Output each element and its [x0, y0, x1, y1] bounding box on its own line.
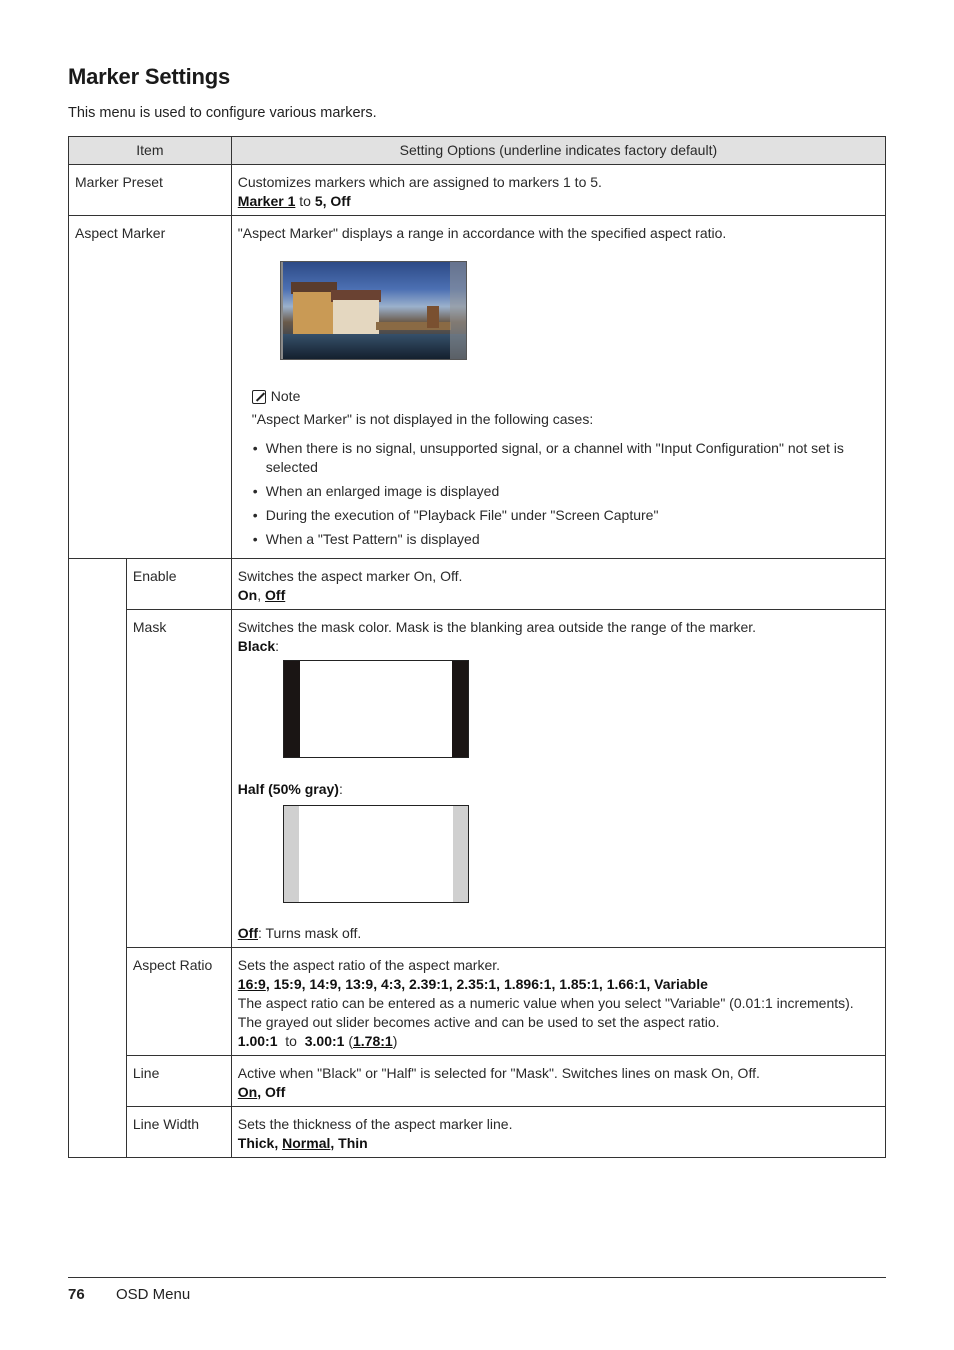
note-heading: [252, 387, 879, 406]
settings-table: [68, 136, 886, 1158]
list-item: • When a "Test Pattern" is displayed: [266, 530, 879, 549]
aspect-ratio-range: [238, 1032, 879, 1051]
header-item: Item: [69, 137, 232, 165]
desc-aspect-marker: [231, 216, 885, 559]
marker-preset-options: [238, 192, 879, 211]
range-min: 1.00:1: [237, 1033, 278, 1049]
aspect-marker-description: "Aspect Marker" displays a range in accordance with the specified aspect ratio.: [237, 225, 727, 241]
option-on: On: [237, 587, 258, 603]
desc-mask: [231, 610, 885, 948]
desc-enable: [231, 559, 885, 610]
footer-divider: [68, 1277, 886, 1278]
enable-description: Switches the aspect marker On, Off.: [237, 568, 463, 584]
mask-description: Switches the mask color. Mask is the blanking area outside the range of the marker.: [237, 619, 757, 635]
item-line: Line: [126, 1056, 231, 1107]
option-rest: 5, Off: [314, 193, 351, 209]
item-aspect-ratio: Aspect Ratio: [126, 948, 231, 1056]
indent-cell: [69, 559, 127, 610]
option-default-marker-1: Marker 1: [237, 193, 296, 209]
option-default-16-9: 16:9: [237, 976, 266, 992]
section-name: OSD Menu: [116, 1286, 191, 1303]
desc-aspect-ratio: [231, 948, 885, 1056]
option-thin: , Thin: [330, 1135, 368, 1151]
intro-text: This menu is used to configure various markers.: [68, 105, 377, 121]
mask-half-label-line: [238, 780, 879, 799]
option-to: to: [299, 193, 311, 209]
item-aspect-marker: Aspect Marker: [69, 216, 232, 559]
mask-black-label-line: [238, 637, 879, 656]
colon: :: [275, 638, 280, 654]
table-row-enable: [69, 559, 886, 610]
table-header-row: [69, 137, 886, 165]
option-separator: ,: [257, 587, 262, 603]
list-item: • During the execution of "Playback File" under "Screen Capture": [266, 506, 879, 525]
header-options: Setting Options (underline indicates factory default): [231, 137, 885, 165]
page-title: Marker Settings: [68, 64, 231, 89]
page-number: 76: [68, 1286, 85, 1303]
list-item: • When an enlarged image is displayed: [266, 482, 879, 501]
aspect-marker-example-image: [280, 261, 467, 360]
table-row-aspect-ratio: [69, 948, 886, 1056]
item-line-width: Line Width: [126, 1107, 231, 1158]
aspect-ratio-options: [238, 975, 879, 994]
mask-black-label: Black: [237, 638, 276, 654]
option-default-on: On: [237, 1084, 258, 1100]
indent-cell: [69, 1056, 127, 1107]
paren-close: ): [392, 1033, 398, 1049]
item-mask: Mask: [126, 610, 231, 948]
indent-cell: [69, 1107, 127, 1158]
option-rest: , 15:9, 14:9, 13:9, 4:3, 2.39:1, 2.35:1, 1.896:1, 1.85:1, 1.66:1, Variable: [265, 976, 708, 992]
indent-cell: [69, 610, 127, 948]
line-description: Active when "Black" or "Half" is selected for "Mask". Switches lines on mask On, Off.: [237, 1065, 760, 1081]
table-row-line-width: [69, 1107, 886, 1158]
line-options: [238, 1083, 879, 1102]
aspect-ratio-variable-text: The aspect ratio can be entered as a numeric value when you select "Variable" (0.01:1 increments). The grayed out slider becomes active and can be used to set the aspect ratio.: [237, 995, 854, 1030]
table-row-aspect-marker: [69, 216, 886, 559]
option-default-off: Off: [237, 925, 258, 941]
option-default-off: Off: [265, 587, 286, 603]
mask-off-line: [238, 924, 879, 943]
desc-marker-preset: [231, 165, 885, 216]
mask-half-label: Half (50% gray): [237, 781, 339, 797]
desc-line: [231, 1056, 885, 1107]
note-bullet-list: [252, 439, 879, 549]
list-item: • When there is no signal, unsupported signal, or a channel with "Input Configuration" not set is selected: [266, 439, 879, 477]
item-marker-preset: Marker Preset: [69, 165, 232, 216]
option-thick: Thick,: [237, 1135, 283, 1151]
enable-options: [238, 586, 879, 605]
aspect-ratio-description: Sets the aspect ratio of the aspect marker.: [237, 957, 501, 973]
mask-black-example: [283, 660, 469, 758]
table-row-line: [69, 1056, 886, 1107]
range-default: 1.78:1: [353, 1033, 393, 1049]
option-rest: , Off: [257, 1084, 286, 1100]
table-row-mask: [69, 610, 886, 948]
indent-cell: [69, 948, 127, 1056]
mask-off-text: : Turns mask off.: [258, 925, 362, 941]
marker-preset-description: Customizes markers which are assigned to markers 1 to 5.: [237, 174, 602, 190]
line-width-options: [238, 1134, 879, 1153]
note-pencil-icon: [252, 390, 266, 404]
note-label: Note: [270, 388, 301, 404]
paren-open: (: [348, 1033, 353, 1049]
mask-half-example: [283, 805, 469, 903]
range-max: 3.00:1: [304, 1033, 345, 1049]
colon: :: [338, 781, 343, 797]
item-enable: Enable: [126, 559, 231, 610]
note-text: "Aspect Marker" is not displayed in the following cases:: [251, 411, 594, 427]
range-to: to: [285, 1033, 297, 1049]
line-width-description: Sets the thickness of the aspect marker line.: [237, 1116, 513, 1132]
option-default-normal: Normal: [282, 1135, 331, 1151]
desc-line-width: [231, 1107, 885, 1158]
table-row-marker-preset: [69, 165, 886, 216]
